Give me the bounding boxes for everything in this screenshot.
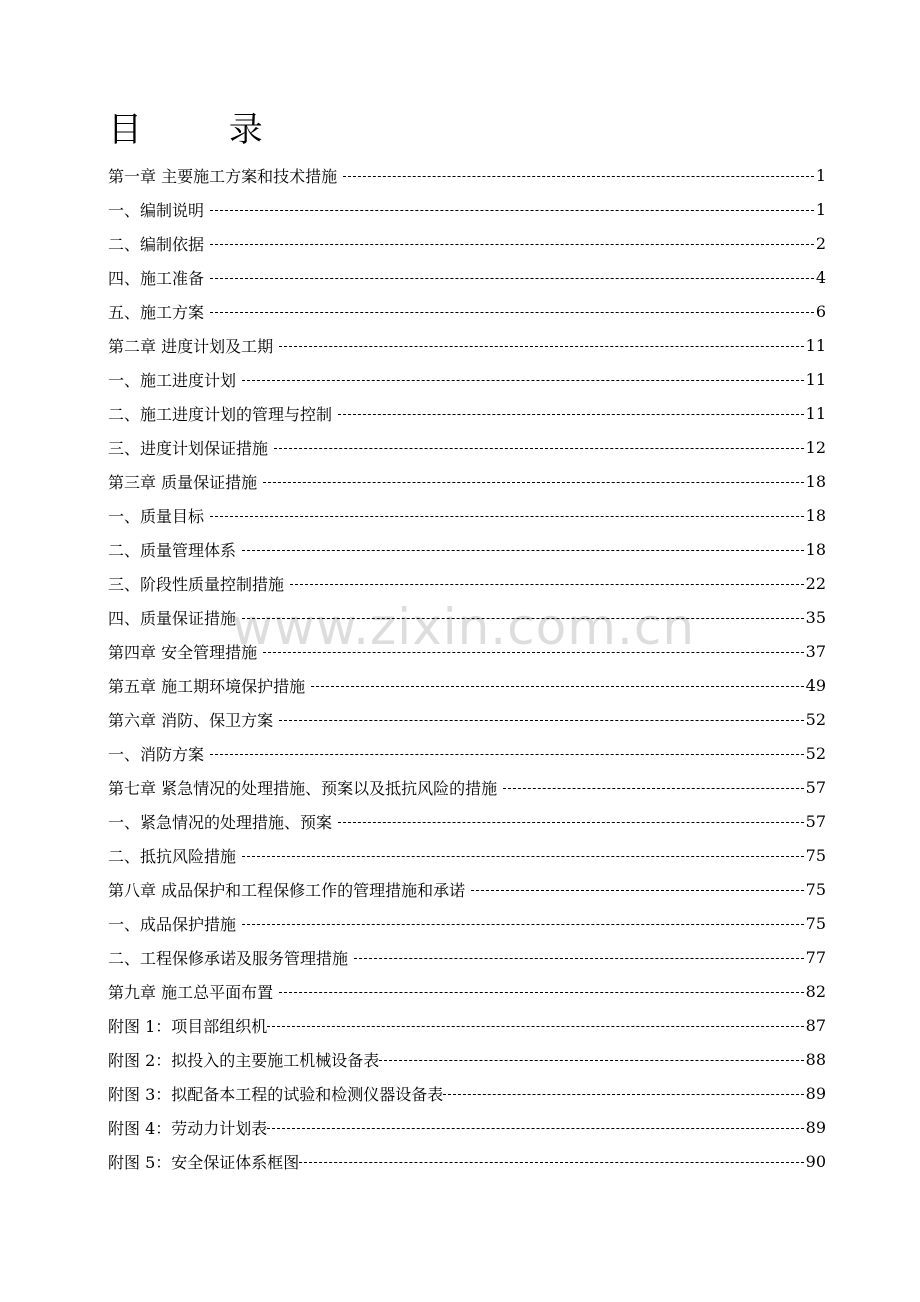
- toc-entry-page: 18: [805, 539, 826, 559]
- table-of-contents: [108, 158, 826, 1178]
- toc-entry[interactable]: [108, 464, 826, 498]
- toc-entry-page: 11: [805, 403, 826, 423]
- dot-leader: [210, 754, 804, 755]
- toc-entry[interactable]: [108, 158, 826, 192]
- toc-entry-label: 第二章 进度计划及工期: [108, 336, 274, 356]
- dot-leader: [279, 992, 804, 993]
- toc-entry-page: 88: [805, 1049, 826, 1069]
- toc-entry[interactable]: [108, 328, 826, 362]
- toc-entry-page: 49: [805, 675, 826, 695]
- toc-entry[interactable]: [108, 498, 826, 532]
- dot-leader: [210, 278, 814, 279]
- toc-entry-label: 附图 2：拟投入的主要施工机械设备表: [108, 1050, 380, 1070]
- toc-entry[interactable]: [108, 260, 826, 294]
- dot-leader: [242, 924, 804, 925]
- dot-leader: [290, 584, 804, 585]
- toc-entry-label: 二、抵抗风险措施: [108, 846, 237, 866]
- dot-leader: [242, 380, 804, 381]
- toc-entry-page: 37: [805, 641, 826, 661]
- toc-entry-label: 四、质量保证措施: [108, 608, 237, 628]
- toc-entry[interactable]: [108, 362, 826, 396]
- toc-entry-label: 一、紧急情况的处理措施、预案: [108, 812, 333, 832]
- toc-entry-page: 75: [805, 845, 826, 865]
- toc-entry-label: 一、施工进度计划: [108, 370, 237, 390]
- dot-leader: [343, 176, 814, 177]
- toc-entry[interactable]: [108, 838, 826, 872]
- dot-leader: [299, 1162, 803, 1163]
- dot-leader: [279, 346, 804, 347]
- toc-entry-label: 二、质量管理体系: [108, 540, 237, 560]
- toc-entry-page: 11: [805, 335, 826, 355]
- toc-entry-label: 第六章 消防、保卫方案: [108, 710, 274, 730]
- toc-entry-page: 90: [805, 1151, 826, 1171]
- toc-entry-label: 第四章 安全管理措施: [108, 642, 258, 662]
- toc-entry[interactable]: [108, 396, 826, 430]
- dot-leader: [210, 312, 814, 313]
- toc-entry-label: 附图 3：拟配备本工程的试验和检测仪器设备表: [108, 1084, 444, 1104]
- toc-entry-page: 18: [805, 471, 826, 491]
- dot-leader: [503, 788, 804, 789]
- dot-leader: [267, 1128, 803, 1129]
- toc-entry-page: 75: [805, 913, 826, 933]
- toc-entry[interactable]: [108, 1110, 826, 1144]
- toc-entry-label: 一、消防方案: [108, 744, 205, 764]
- dot-leader: [210, 516, 804, 517]
- toc-entry[interactable]: [108, 770, 826, 804]
- page-title: 目 录: [108, 110, 301, 150]
- dot-leader: [354, 958, 804, 959]
- dot-leader: [267, 1026, 803, 1027]
- toc-entry[interactable]: [108, 1076, 826, 1110]
- dot-leader: [338, 822, 804, 823]
- toc-entry-page: 35: [805, 607, 826, 627]
- toc-entry-label: 第一章 主要施工方案和技术措施: [108, 166, 338, 186]
- watermark: www.zixin.com.cn: [232, 598, 696, 656]
- toc-entry-label: 附图 5：安全保证体系框图: [108, 1152, 300, 1172]
- toc-entry-page: 11: [805, 369, 826, 389]
- toc-entry[interactable]: [108, 566, 826, 600]
- dot-leader: [338, 414, 804, 415]
- toc-entry-label: 三、阶段性质量控制措施: [108, 574, 285, 594]
- toc-entry[interactable]: [108, 226, 826, 260]
- toc-entry-page: 57: [805, 777, 826, 797]
- toc-entry-label: 一、质量目标: [108, 506, 205, 526]
- toc-entry-page: 4: [815, 267, 826, 287]
- toc-entry[interactable]: [108, 192, 826, 226]
- toc-entry[interactable]: [108, 804, 826, 838]
- toc-entry-label: 四、施工准备: [108, 268, 205, 288]
- toc-entry-page: 52: [805, 709, 826, 729]
- toc-entry-page: 22: [805, 573, 826, 593]
- dot-leader: [210, 244, 814, 245]
- toc-entry-label: 第七章 紧急情况的处理措施、预案以及抵抗风险的措施: [108, 778, 498, 798]
- toc-entry-page: 6: [815, 301, 826, 321]
- toc-entry[interactable]: [108, 532, 826, 566]
- toc-entry-page: 57: [805, 811, 826, 831]
- toc-entry-label: 附图 4：劳动力计划表: [108, 1118, 268, 1138]
- toc-entry[interactable]: [108, 1008, 826, 1042]
- toc-entry[interactable]: [108, 940, 826, 974]
- toc-entry[interactable]: [108, 294, 826, 328]
- toc-entry[interactable]: [108, 872, 826, 906]
- toc-entry-label: 二、施工进度计划的管理与控制: [108, 404, 333, 424]
- toc-entry-page: 75: [805, 879, 826, 899]
- toc-entry-page: 1: [815, 199, 826, 219]
- toc-entry-page: 89: [805, 1117, 826, 1137]
- toc-entry-page: 77: [805, 947, 826, 967]
- toc-entry[interactable]: [108, 702, 826, 736]
- toc-entry-label: 第五章 施工期环境保护措施: [108, 676, 306, 696]
- toc-entry[interactable]: [108, 974, 826, 1008]
- dot-leader: [242, 550, 804, 551]
- toc-entry-page: 2: [815, 233, 826, 253]
- dot-leader: [274, 448, 804, 449]
- toc-entry-label: 一、编制说明: [108, 200, 205, 220]
- dot-leader: [210, 210, 814, 211]
- toc-entry-page: 1: [815, 165, 826, 185]
- toc-entry[interactable]: [108, 1144, 826, 1178]
- toc-entry-label: 第三章 质量保证措施: [108, 472, 258, 492]
- toc-entry-page: 82: [805, 981, 826, 1001]
- toc-entry-label: 二、编制依据: [108, 234, 205, 254]
- toc-entry-label: 一、成品保护措施: [108, 914, 237, 934]
- dot-leader: [443, 1094, 803, 1095]
- toc-entry-label: 三、进度计划保证措施: [108, 438, 269, 458]
- toc-entry[interactable]: [108, 668, 826, 702]
- toc-entry[interactable]: [108, 906, 826, 940]
- toc-entry-page: 12: [805, 437, 826, 457]
- toc-entry-label: 第九章 施工总平面布置: [108, 982, 274, 1002]
- dot-leader: [263, 482, 804, 483]
- dot-leader: [471, 890, 804, 891]
- toc-entry-label: 二、工程保修承诺及服务管理措施: [108, 948, 349, 968]
- dot-leader: [379, 1060, 803, 1061]
- dot-leader: [279, 720, 804, 721]
- toc-entry-label: 附图 1：项目部组织机: [108, 1016, 268, 1036]
- toc-entry[interactable]: [108, 736, 826, 770]
- toc-entry-page: 52: [805, 743, 826, 763]
- toc-entry-page: 87: [805, 1015, 826, 1035]
- toc-entry[interactable]: [108, 1042, 826, 1076]
- toc-entry-page: 89: [805, 1083, 826, 1103]
- toc-entry-label: 五、施工方案: [108, 302, 205, 322]
- toc-entry-page: 18: [805, 505, 826, 525]
- toc-entry[interactable]: [108, 430, 826, 464]
- toc-entry-label: 第八章 成品保护和工程保修工作的管理措施和承诺: [108, 880, 466, 900]
- dot-leader: [242, 856, 804, 857]
- dot-leader: [311, 686, 804, 687]
